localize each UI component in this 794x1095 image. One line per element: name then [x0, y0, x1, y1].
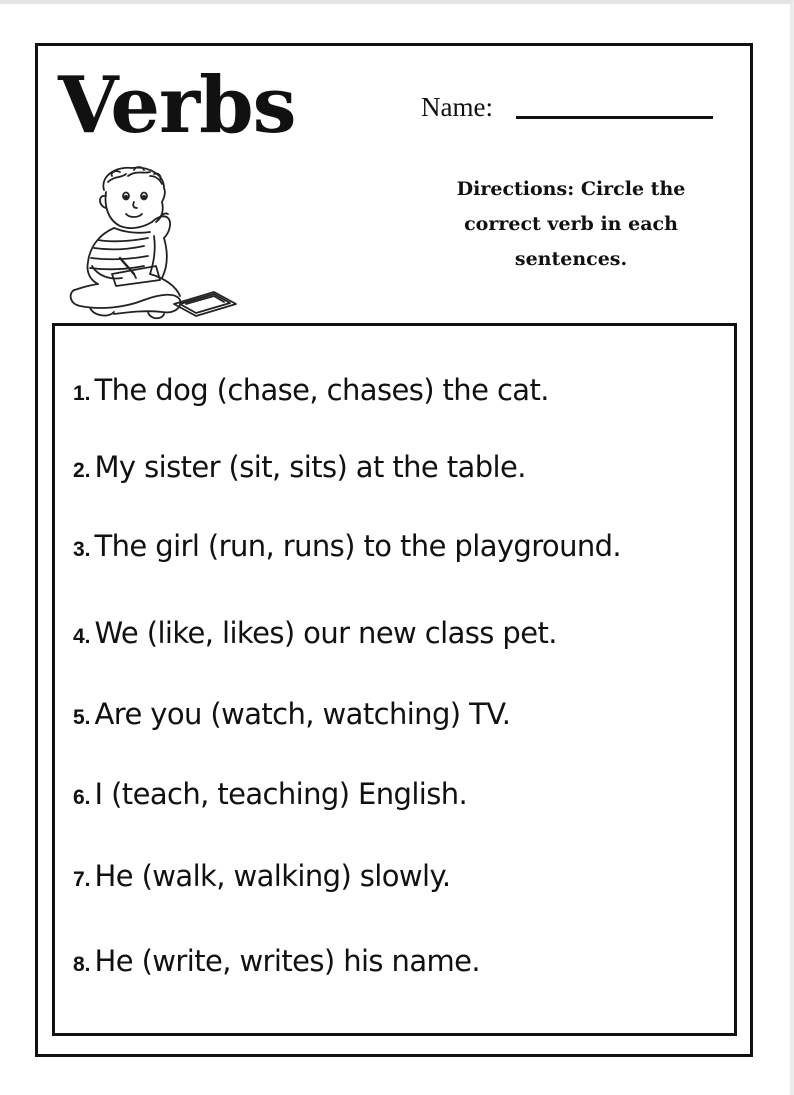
- question-number: 2.: [73, 459, 91, 482]
- name-blank-line: [516, 116, 713, 119]
- question-number: 4.: [73, 625, 91, 648]
- question-item: [73, 526, 621, 570]
- worksheet-title: Verbs: [58, 60, 296, 151]
- question-item: [73, 856, 451, 900]
- question-item: [73, 370, 549, 414]
- question-text: My sister (sit, sits) at the table.: [94, 450, 526, 484]
- question-number: 1.: [73, 382, 91, 405]
- question-number: 7.: [73, 868, 91, 891]
- question-item: [73, 447, 526, 491]
- question-item: [73, 613, 557, 657]
- question-text: He (write, writes) his name.: [94, 944, 481, 978]
- question-text: We (like, likes) our new class pet.: [94, 616, 557, 650]
- question-text: I (teach, teaching) English.: [94, 777, 468, 811]
- question-text: Are you (watch, watching) TV.: [94, 697, 511, 731]
- question-item: [73, 774, 467, 818]
- question-text: The girl (run, runs) to the playground.: [94, 529, 622, 563]
- question-item: [73, 941, 480, 985]
- question-text: The dog (chase, chases) the cat.: [94, 373, 549, 407]
- question-number: 8.: [73, 953, 91, 976]
- question-number: 6.: [73, 786, 91, 809]
- question-text: He (walk, walking) slowly.: [94, 859, 451, 893]
- question-number: 3.: [73, 538, 91, 561]
- question-item: [73, 694, 510, 738]
- name-label: Name:: [421, 92, 493, 122]
- boy-writing-icon: [64, 162, 252, 322]
- question-number: 5.: [73, 706, 91, 729]
- directions-text: Directions: Circle the correct verb in each sentences.: [456, 178, 686, 270]
- questions-box: [52, 323, 737, 1036]
